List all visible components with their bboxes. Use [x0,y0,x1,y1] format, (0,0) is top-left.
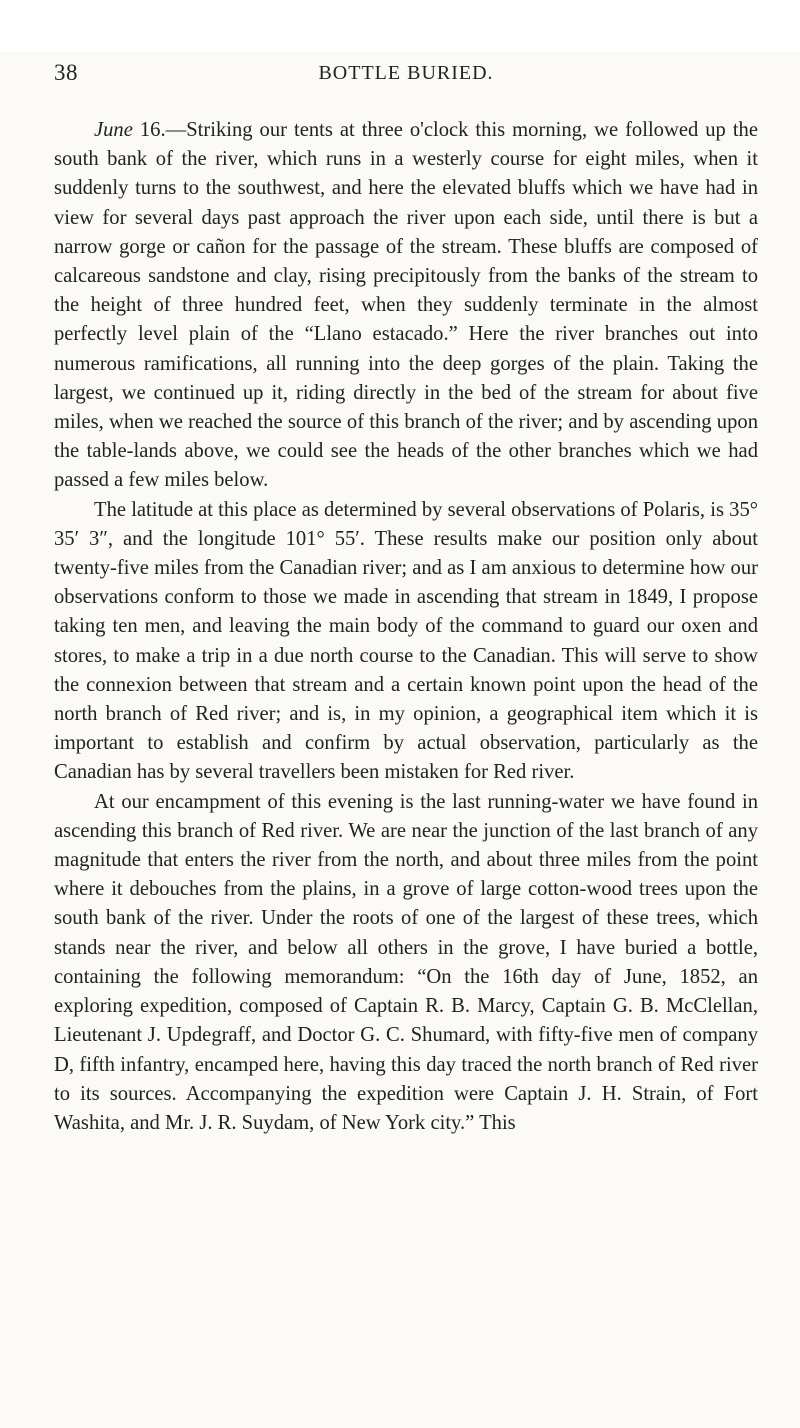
page-number: 38 [54,60,78,85]
paragraph-3: At our encampment of this evening is the last running-water we have found in ascending this branch of Red river. We are near the junction of the last branch of any magnitude that enters the river from the north, and about three miles from the point where it debouches from the plains, in a grove of large cotton-wood trees upon the south bank of the river. Under the roots of one of the largest of these trees, which stands near the river, and below all others in the grove, I have buried a bottle, containing the following memorandum: “On the 16th day of June, 1852, an exploring expedition, composed of Captain R. B. Marcy, Captain G. B. McClellan, Lieutenant J. Updegraff, and Doctor G. C. Shumard, with fifty-five men of company D, fifth infantry, encamped here, having this day traced the north branch of Red river to its sources. Accompanying the expedition were Captain J. H. Strain, of Fort Washita, and Mr. J. R. Suydam, of New York city.” This [54,790,758,1134]
paragraph-2: The latitude at this place as determined by several observations of Polaris, is 35° 35′ 3″, and the longitude 101° 55′. These results make our position only about twenty-five miles from the Canadian river; and as I am anxious to determine how our observations conform to those we made in ascending that stream in 1849, I propose taking ten men, and leaving the main body of the command to guard our oxen and stores, to make a trip in a due north course to the Canadian. This will serve to show the connexion between that stream and a certain known point upon the head of the north branch of Red river; and is, in my opinion, a geographical item which it is important to establish and confirm by actual observation, particularly as the Canadian has by several travellers been mistaken for Red river. [54,498,758,784]
paragraph-1-text: 16.—Striking our tents at three o'clock this morning, we followed up the south bank of the river, which runs in a westerly course for eight miles, when it suddenly turns to the southwest, and here the elevated bluffs which we have had in view for several days past approach the river upon each side, until there is but a narrow gorge or cañon for the passage of the stream. These bluffs are composed of calcareous sandstone and clay, rising precipitously from the banks of the stream to the height of three hundred feet, when they suddenly terminate in the almost perfectly level plain of the “Llano estacado.” Here the river branches out into numerous ramifications, all running into the deep gorges of the plain. Taking the largest, we continued up it, riding directly in the bed of the stream for about five miles, when we reached the source of this branch of the river; and by ascending upon the table-lands above, we could see the heads of the other branches which we had passed a few miles below. [54,119,758,492]
running-title: BOTTLE BURIED. [318,62,494,84]
running-head [54,52,758,102]
book-page [0,52,800,1428]
entry-date: June [94,119,133,141]
body-text [54,116,758,1138]
paragraph-1 [54,116,758,496]
